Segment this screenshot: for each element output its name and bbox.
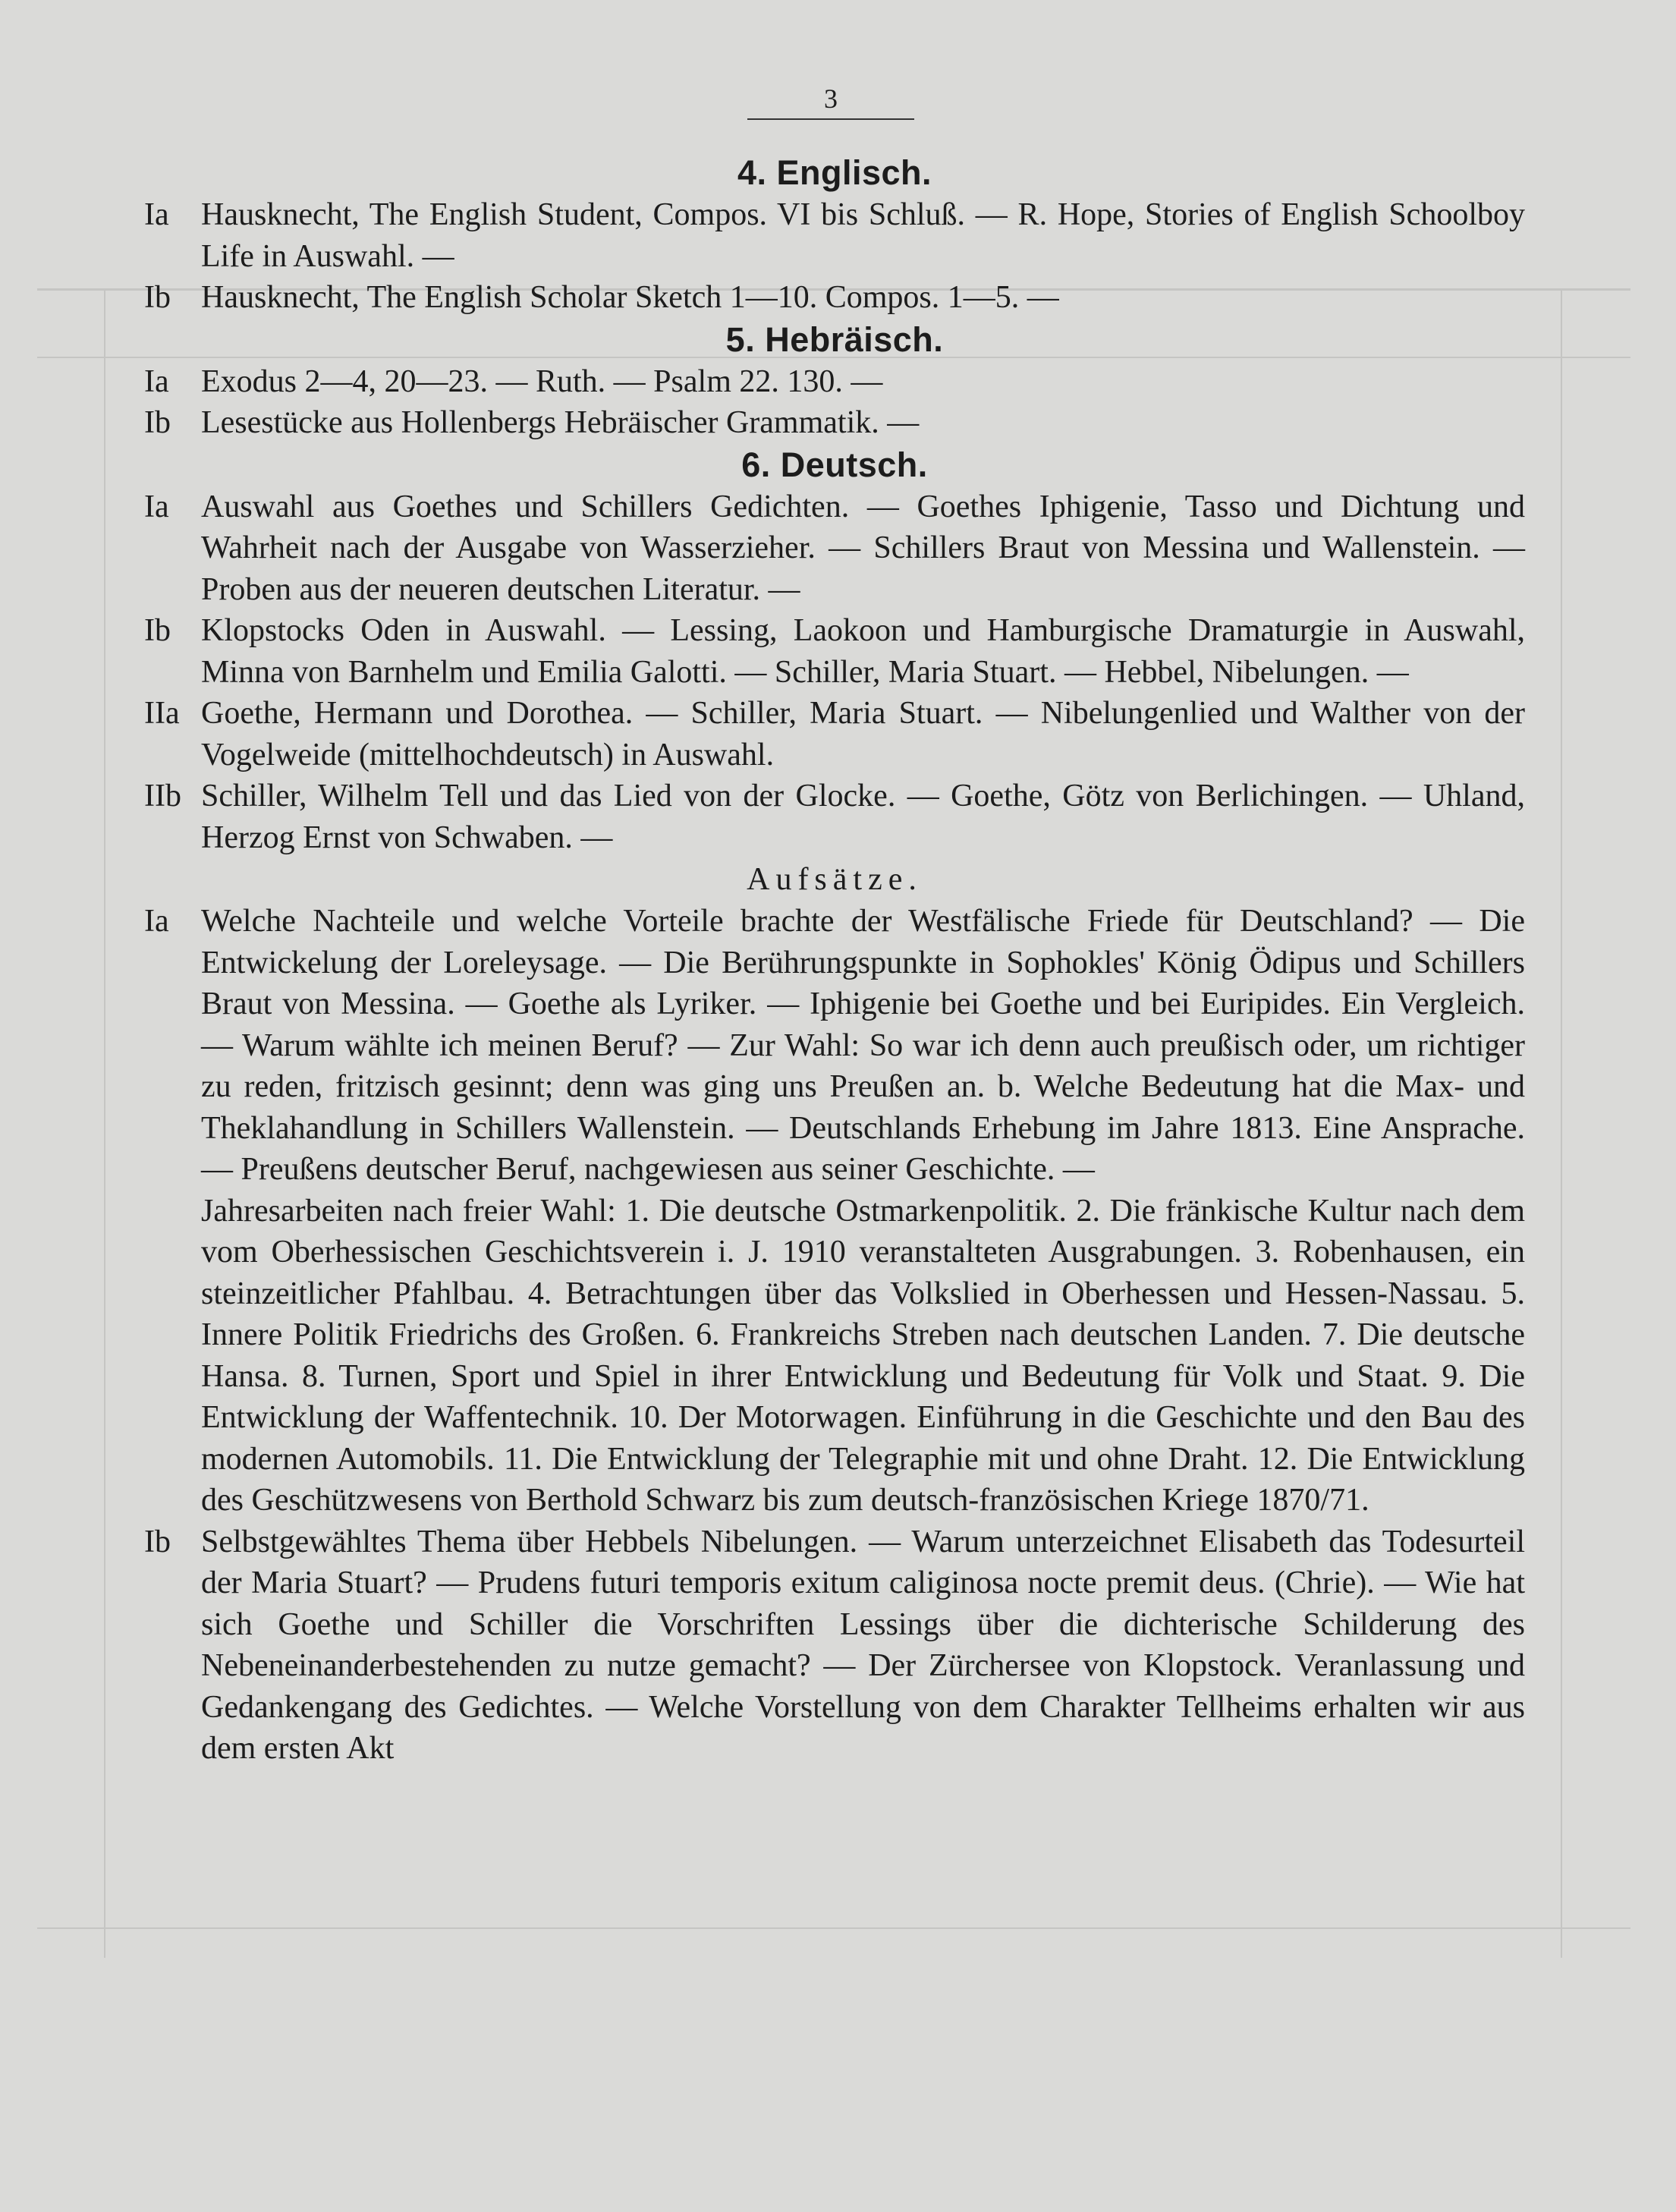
entry-text: Schiller, Wilhelm Tell und das Lied von der Glocke. — Goethe, Götz von Berlichingen. — Uhland, Herzog Ernst von Schwaben. — xyxy=(201,779,1525,855)
entry-text: Auswahl aus Goethes und Schillers Gedichten. — Goethes Iphigenie, Tasso und Dichtung und Wahrheit nach der Ausgabe von Wasserzieher. — Schillers Braut von Messina und Wallenstein. — Proben aus der neueren deutschen Literatur. — xyxy=(201,489,1525,607)
class-label: IIa xyxy=(144,696,180,731)
entry-text: Hausknecht, The English Scholar Sketch 1—10. Compos. 1—5. — xyxy=(201,280,1059,315)
entry-deutsch-iia xyxy=(144,693,1525,776)
section-heading-englisch: 4. Englisch. xyxy=(737,153,932,192)
class-label: IIb xyxy=(144,779,181,813)
section-heading-hebraeisch: 5. Hebräisch. xyxy=(725,319,944,359)
entry-deutsch-ib xyxy=(144,610,1525,693)
class-label: Ib xyxy=(144,1524,171,1559)
class-label: Ia xyxy=(144,904,169,939)
entry-deutsch-ia xyxy=(144,486,1525,611)
page-header xyxy=(747,82,914,120)
entry-text-jahresarbeiten: Jahresarbeiten nach freier Wahl: 1. Die deutsche Ostmarkenpolitik. 2. Die fränkische Kultur nach dem vom Oberhessischen Geschichtsverein i. J. 1910 veranstalteten Ausgrabungen. 3. Robenhausen, ein steinzeitlicher Pfahlbau. 4. Betrachtungen über das Volkslied in Oberhessen und Hessen-Nassau. 5. Innere Politik Friedrichs des Großen. 6. Frankreichs Streben nach deutschen Landen. 7. Die deutsche Hansa. 8. Turnen, Sport und Spiel in ihrer Entwicklung und Bedeutung für Volk und Staat. 9. Die Entwicklung der Waffentechnik. 10. Der Motorwagen. Einführung in die Geschichte und den Bau des modernen Automobils. 11. Die Entwicklung der Telegraphie mit und ohne Draht. 12. Die Entwicklung des Geschützwesens von Berthold Schwarz bis zum deutsch-französischen Kriege 1870/71. xyxy=(201,1193,1525,1518)
aufsaetze-heading: Aufsätze. xyxy=(747,862,923,897)
entry-text: Goethe, Hermann und Dorothea. — Schiller, Maria Stuart. — Nibelungenlied und Walther von der Vogelweide (mittelhochdeutsch) in Auswahl. xyxy=(201,696,1525,772)
page-number: 3 xyxy=(824,83,838,114)
entry-hebraeisch-ia xyxy=(144,361,1525,403)
class-label: Ib xyxy=(144,280,171,315)
class-label: Ia xyxy=(144,363,169,399)
entry-englisch-ia xyxy=(144,194,1525,277)
entry-text: Welche Nachteile und welche Vorteile brachte der Westfälische Friede für Deutschland? — Die Entwickelung der Loreleysage. — Die Berührungspunkte in Sophokles' König Ödipus und Schillers Braut von Messina. — Goethe als Lyriker. — Iphigenie bei Goethe und bei Euripides. Ein Vergleich. — Warum wählte ich meinen Beruf? — Zur Wahl: So war ich denn auch preußisch oder, um richtiger zu reden, fritzisch gesinnt; denn was ging uns Preußen an. b. Welche Bedeutung hat die Max- und Theklahandlung in Schillers Wallenstein. — Deutschlands Erhebung im Jahre 1813. Eine Ansprache. — Preußens deutscher Beruf, nachgewiesen aus seiner Geschichte. — xyxy=(201,904,1525,1187)
section-heading-deutsch: 6. Deutsch. xyxy=(741,445,928,484)
bleed-rule xyxy=(104,288,105,1958)
entry-text: Lesestücke aus Hollenbergs Hebräischer Grammatik. — xyxy=(201,405,920,440)
class-label: Ib xyxy=(144,405,171,440)
entry-text: Klopstocks Oden in Auswahl. — Lessing, Laokoon und Hamburgische Dramaturgie in Auswahl, Minna von Barnhelm und Emilia Galotti. — Schiller, Maria Stuart. — Hebbel, Nibelungen. — xyxy=(201,613,1525,690)
entry-deutsch-iib xyxy=(144,776,1525,858)
body-text xyxy=(144,152,1525,1770)
entry-text: Hausknecht, The English Student, Compos. VI bis Schluß. — R. Hope, Stories of English Schoolboy Life in Auswahl. — xyxy=(201,197,1525,274)
class-label: Ia xyxy=(144,489,169,524)
entry-aufsaetze-ia xyxy=(144,901,1525,1521)
entry-englisch-ib xyxy=(144,277,1525,319)
entry-hebraeisch-ib xyxy=(144,402,1525,444)
entry-aufsaetze-ib xyxy=(144,1521,1525,1770)
bleed-rule xyxy=(1561,288,1562,1958)
class-label: Ib xyxy=(144,613,171,648)
header-rule xyxy=(747,118,914,120)
class-label: Ia xyxy=(144,197,169,232)
entry-text: Selbstgewähltes Thema über Hebbels Nibelungen. — Warum unterzeichnet Elisabeth das Todesurteil der Maria Stuart? — Prudens futuri temporis exitum caliginosa nocte premit deus. (Chrie). — Wie hat sich Goethe und Schiller die Vorschriften Lessings über die dichterische Schilderung des Nebeneinanderbestehenden zu nutze gemacht? — Der Zürchersee von Klopstock. Veranlassung und Gedankengang des Gedichtes. — Welche Vorstellung von dem Charakter Tellheims erhalten wir aus dem ersten Akt xyxy=(201,1524,1525,1766)
bleed-rule xyxy=(37,1927,1630,1929)
entry-text: Exodus 2—4, 20—23. — Ruth. — Psalm 22. 130. — xyxy=(201,363,883,399)
